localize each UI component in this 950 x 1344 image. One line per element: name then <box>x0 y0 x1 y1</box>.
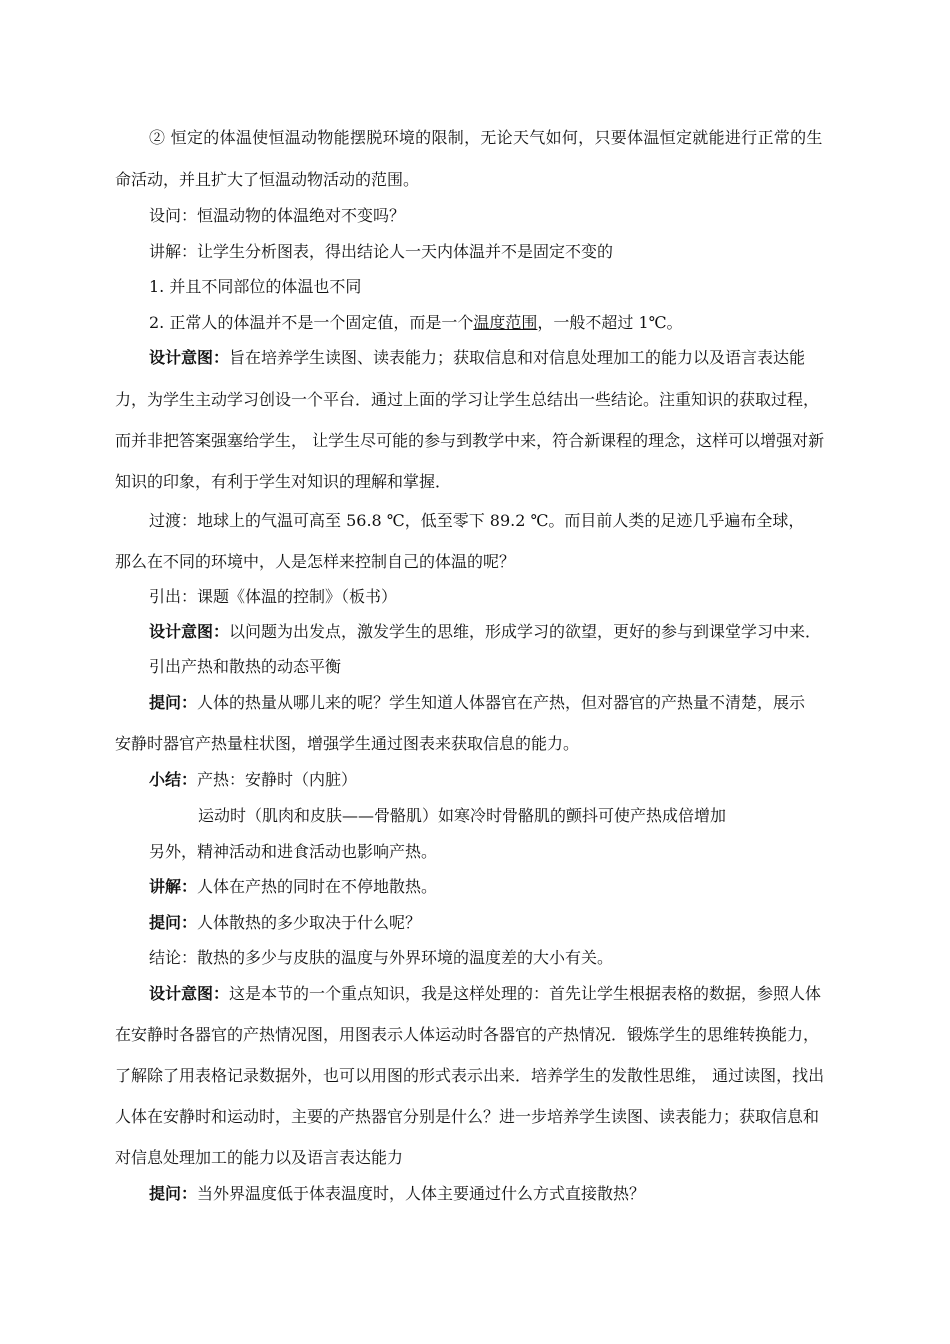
paragraph-line: 而并非把答案强塞给学生， 让学生尽可能的参与到教学中来，符合新课程的理念，这样可以增强对新 <box>115 431 825 450</box>
bold-label: 提问： <box>149 1184 198 1203</box>
paragraph-line: 引出产热和散热的动态平衡 <box>149 657 342 676</box>
paragraph-line: ② 恒定的体温使恒温动物能摆脱环境的限制，无论天气如何，只要体温恒定就能进行正常的生 <box>149 128 823 147</box>
question-line: 提问：人体散热的多少取决于什么呢？ <box>149 913 422 932</box>
design-intent-line: 设计意图：以问题为出发点，激发学生的思维，形成学习的欲望，更好的参与到课堂学习中来． <box>149 622 822 641</box>
question-line: 提问：当外界温度低于体表温度时，人体主要通过什么方式直接散热？ <box>149 1184 646 1203</box>
list-item: 2. 正常人的体温并不是一个固定值，而是一个温度范围，一般不超过 1℃。 <box>149 313 683 332</box>
question-line: 提问：人体的热量从哪儿来的呢？学生知道人体器官在产热，但对器官的产热量不清楚，展示 <box>149 693 806 712</box>
bold-label: 小结： <box>149 770 198 789</box>
bold-label: 讲解： <box>149 877 198 896</box>
paragraph-line: 过渡：地球上的气温可高至 56.8 ℃，低至零下 89.2 ℃。而目前人类的足迹几乎遍布全球， <box>149 511 805 530</box>
paragraph-line: 知识的印象，有利于学生对知识的理解和掌握． <box>115 472 452 491</box>
paragraph-line: 设问：恒温动物的体温绝对不变吗？ <box>149 206 406 225</box>
paragraph-line: 安静时器官产热量柱状图，增强学生通过图表来获取信息的能力。 <box>115 734 580 753</box>
paragraph-line: 力，为学生主动学习创设一个平台．通过上面的学习让学生总结出一些结论。注重知识的获取过程， <box>115 390 820 409</box>
bold-label: 设计意图： <box>149 984 230 1003</box>
design-intent-line: 设计意图：旨在培养学生读图、读表能力；获取信息和对信息处理加工的能力以及语言表达能 <box>149 348 806 367</box>
paragraph-line: 运动时（肌肉和皮肤——骨骼肌）如寒冷时骨骼肌的颤抖可使产热成倍增加 <box>198 806 727 825</box>
paragraph-line: 在安静时各器官的产热情况图，用图表示人体运动时各器官的产热情况．锻炼学生的思维转换能力， <box>115 1025 820 1044</box>
bold-label: 设计意图： <box>149 622 230 641</box>
paragraph-line: 讲解：让学生分析图表，得出结论人一天内体温并不是固定不变的 <box>149 242 614 261</box>
paragraph-line: 另外，精神活动和进食活动也影响产热。 <box>149 842 438 861</box>
bold-label: 提问： <box>149 693 198 712</box>
paragraph-line: 人体在安静时和运动时，主要的产热器官分别是什么？进一步培养学生读图、读表能力；获取信息和 <box>115 1107 820 1126</box>
paragraph-line: 对信息处理加工的能力以及语言表达能力 <box>115 1148 404 1167</box>
summary-line: 小结：产热：安静时（内脏） <box>149 770 358 789</box>
paragraph-line: 结论：散热的多少与皮肤的温度与外界环境的温度差的大小有关。 <box>149 948 614 967</box>
bold-label: 提问： <box>149 913 198 932</box>
list-item: 1. 并且不同部位的体温也不同 <box>149 277 362 296</box>
underlined-term: 温度范围 <box>473 313 538 332</box>
paragraph-line: 了解除了用表格记录数据外，也可以用图的形式表示出来．培养学生的发散性思维， 通过读图，找出 <box>115 1066 825 1085</box>
bold-label: 设计意图： <box>149 348 230 367</box>
paragraph-line: 命活动，并且扩大了恒温动物活动的范围。 <box>115 170 420 189</box>
explanation-line: 讲解：人体在产热的同时在不停地散热。 <box>149 877 438 896</box>
paragraph-line: 引出：课题《体温的控制》（板书） <box>149 587 398 606</box>
paragraph-line: 那么在不同的环境中，人是怎样来控制自己的体温的呢？ <box>115 552 516 571</box>
design-intent-line: 设计意图：这是本节的一个重点知识，我是这样处理的：首先让学生根据表格的数据，参照人体 <box>149 984 822 1003</box>
